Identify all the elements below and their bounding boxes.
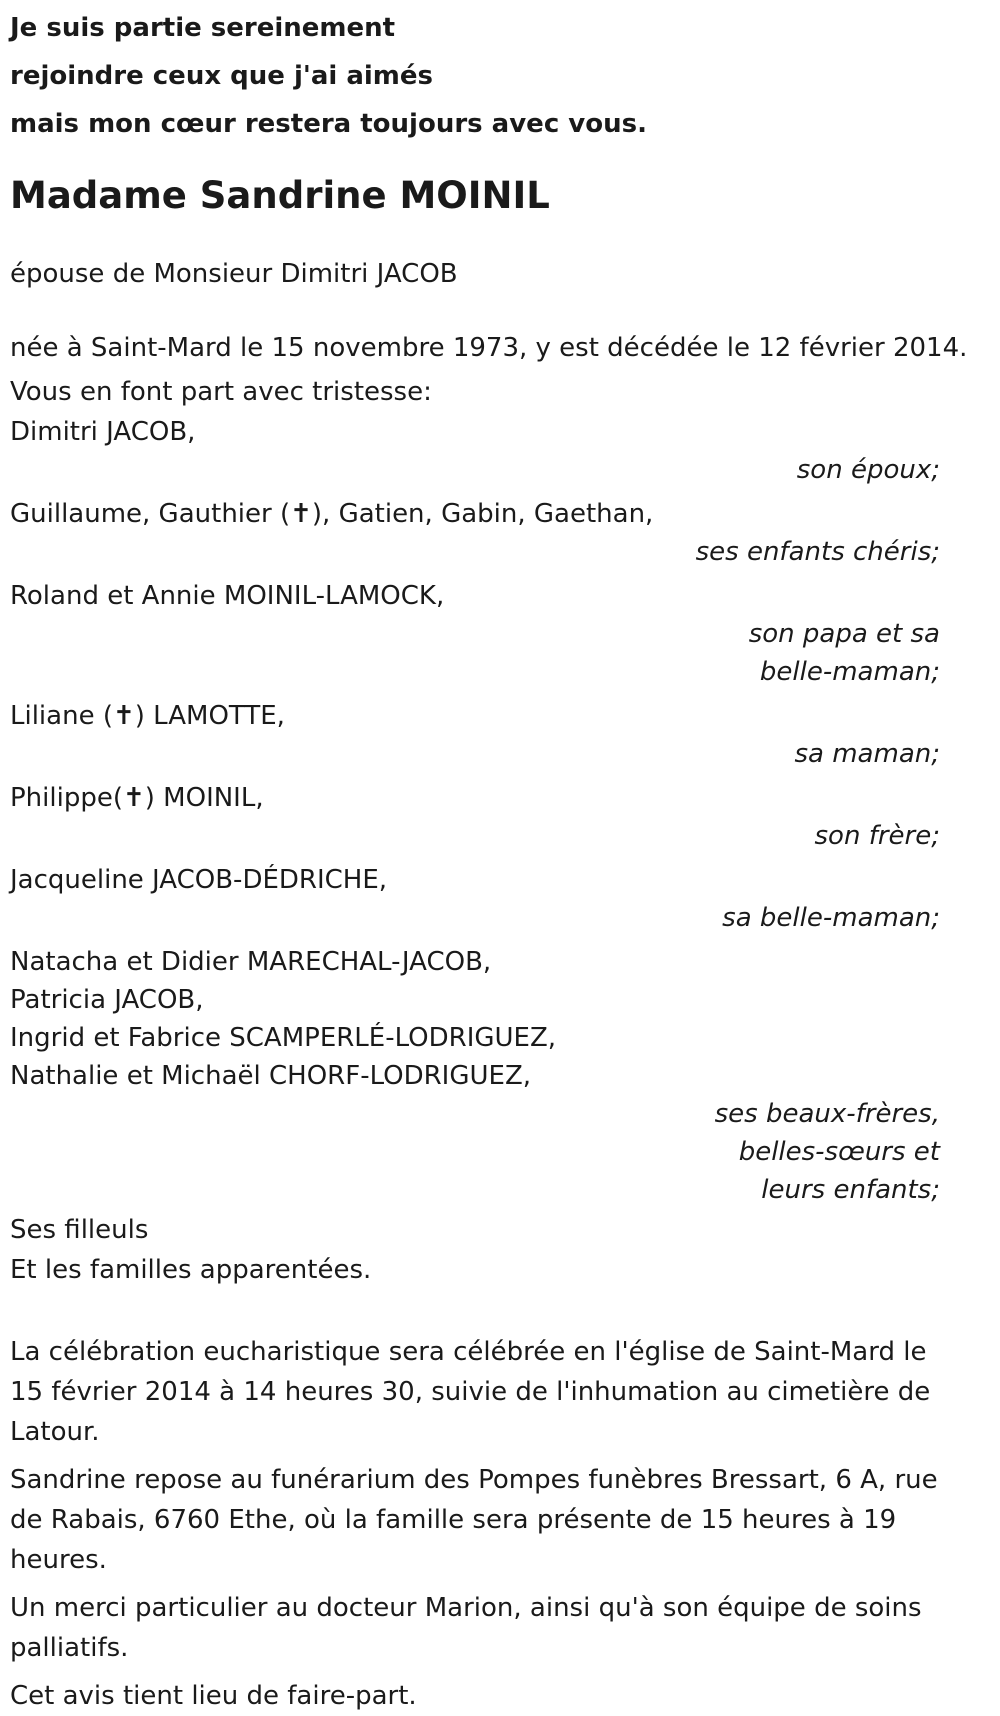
family-relation: son époux; [796,455,940,485]
family-entry [10,696,940,774]
family-entry [10,576,940,692]
family-relation: leurs enfants; [761,1175,940,1205]
family-relation: belle-maman; [759,657,940,687]
family-entry [10,494,940,572]
birth-death-line: née à Saint-Mard le 15 novembre 1973, y est décédée le 12 février 2014. [10,333,968,363]
family-relation: sa maman; [794,739,940,769]
family-names: Philippe(✝) MOINIL, [10,783,264,813]
family-names: Dimitri JACOB, [10,417,196,447]
family-relation: son frère; [814,821,940,851]
intro-line: rejoindre ceux que j'ai aimés [10,61,433,91]
family-names: Nathalie et Michaël CHORF-LODRIGUEZ, [10,1061,532,1091]
family-relation: son papa et sa [748,619,940,649]
family-names: Patricia JACOB, [10,985,204,1015]
family-list [10,412,1000,1210]
family-relation: ses enfants chéris; [695,537,940,567]
funeral-home-paragraph: Sandrine repose au funérarium des Pompes funèbres Bressart, 6 A, rue de Rabais, 6760 Ethe, où la famille sera présente de 15 heures à 19 heures. [10,1465,938,1575]
family-names: Ingrid et Fabrice SCAMPERLÉ-LODRIGUEZ, [10,1023,557,1053]
spouse-line: épouse de Monsieur Dimitri JACOB [10,259,458,289]
family-relation: sa belle-maman; [722,903,940,933]
closing-line: Et les familles apparentées. [10,1255,372,1285]
announce-line: Vous en font part avec tristesse: [10,377,432,407]
closing-family [10,1210,1000,1290]
thanks-paragraph: Un merci particulier au docteur Marion, ainsi qu'à son équipe de soins palliatifs. [10,1593,922,1663]
family-entry [10,778,940,856]
deceased-name: Madame Sandrine MOINIL [10,174,550,217]
family-names: Natacha et Didier MARECHAL-JACOB, [10,947,492,977]
intro-line: mais mon cœur restera toujours avec vous. [10,109,647,139]
intro-verse [10,4,1000,148]
family-entry [10,860,940,938]
family-names: Liliane (✝) LAMOTTE, [10,701,285,731]
family-relation: ses beaux-frères, [714,1099,940,1129]
ceremony-paragraph: La célébration eucharistique sera célébrée en l'église de Saint-Mard le 15 février 2014 à 14 heures 30, suivie de l'inhumation au cimetière de Latour. [10,1337,931,1447]
family-entry [10,412,940,490]
family-names: Guillaume, Gauthier (✝), Gatien, Gabin, Gaethan, [10,499,654,529]
notice-paragraph: Cet avis tient lieu de faire-part. [10,1681,417,1711]
family-relation: belles-sœurs et [738,1137,940,1167]
closing-line: Ses filleuls [10,1215,149,1245]
family-entry [10,942,940,1210]
family-names: Roland et Annie MOINIL-LAMOCK, [10,581,445,611]
intro-line: Je suis partie sereinement [10,13,396,43]
family-names: Jacqueline JACOB-DÉDRICHE, [10,865,388,895]
